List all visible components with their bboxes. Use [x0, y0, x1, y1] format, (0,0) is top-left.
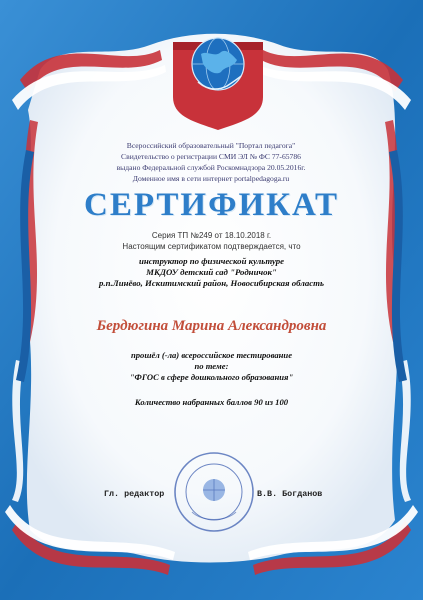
person-name: Бердюгина Марина Александровна	[96, 318, 327, 334]
series-info	[60, 230, 363, 252]
editor-name: В.В. Богданов	[257, 489, 323, 499]
recipient-line: р.п.Линёво, Искитимский район, Новосибирская область	[98, 278, 325, 288]
recipient-line: МКДОУ детский сад "Родничок"	[146, 267, 277, 277]
header-line: Свидетельство о регистрации СМИ ЭЛ № ФС 77-65786	[121, 152, 301, 161]
result-topic: "ФГОС в сфере дошкольного образования"	[129, 372, 294, 382]
round-stamp	[172, 450, 256, 534]
series-number: Серия ТП №249 от 18.10.2018 г.	[151, 231, 272, 240]
globe-shield-emblem	[163, 22, 273, 132]
editor-role: Гл. редактор	[104, 489, 165, 499]
score-text: Количество набранных баллов 90 из 100	[134, 397, 289, 407]
header-line: Доменное имя в сети интернет portalpedagoga.ru	[132, 174, 290, 183]
certificate-title: СЕРТИФИКАТ	[84, 187, 339, 223]
result-line: прошёл (-ла) всероссийское тестирование	[130, 350, 293, 360]
test-result	[60, 350, 363, 383]
recipient-line: инструктор по физической культуре	[138, 256, 285, 266]
publisher-header	[80, 140, 342, 184]
recipient-position	[60, 256, 363, 289]
header-line: выдано Федеральной службой Роскомнадзора 20.05.2016г.	[116, 163, 306, 172]
confirmation-text: Настоящим сертификатом подтверждается, что	[122, 242, 301, 251]
header-line: Всероссийский образовательный "Портал педагога"	[126, 141, 296, 150]
result-line: по теме:	[194, 361, 229, 371]
